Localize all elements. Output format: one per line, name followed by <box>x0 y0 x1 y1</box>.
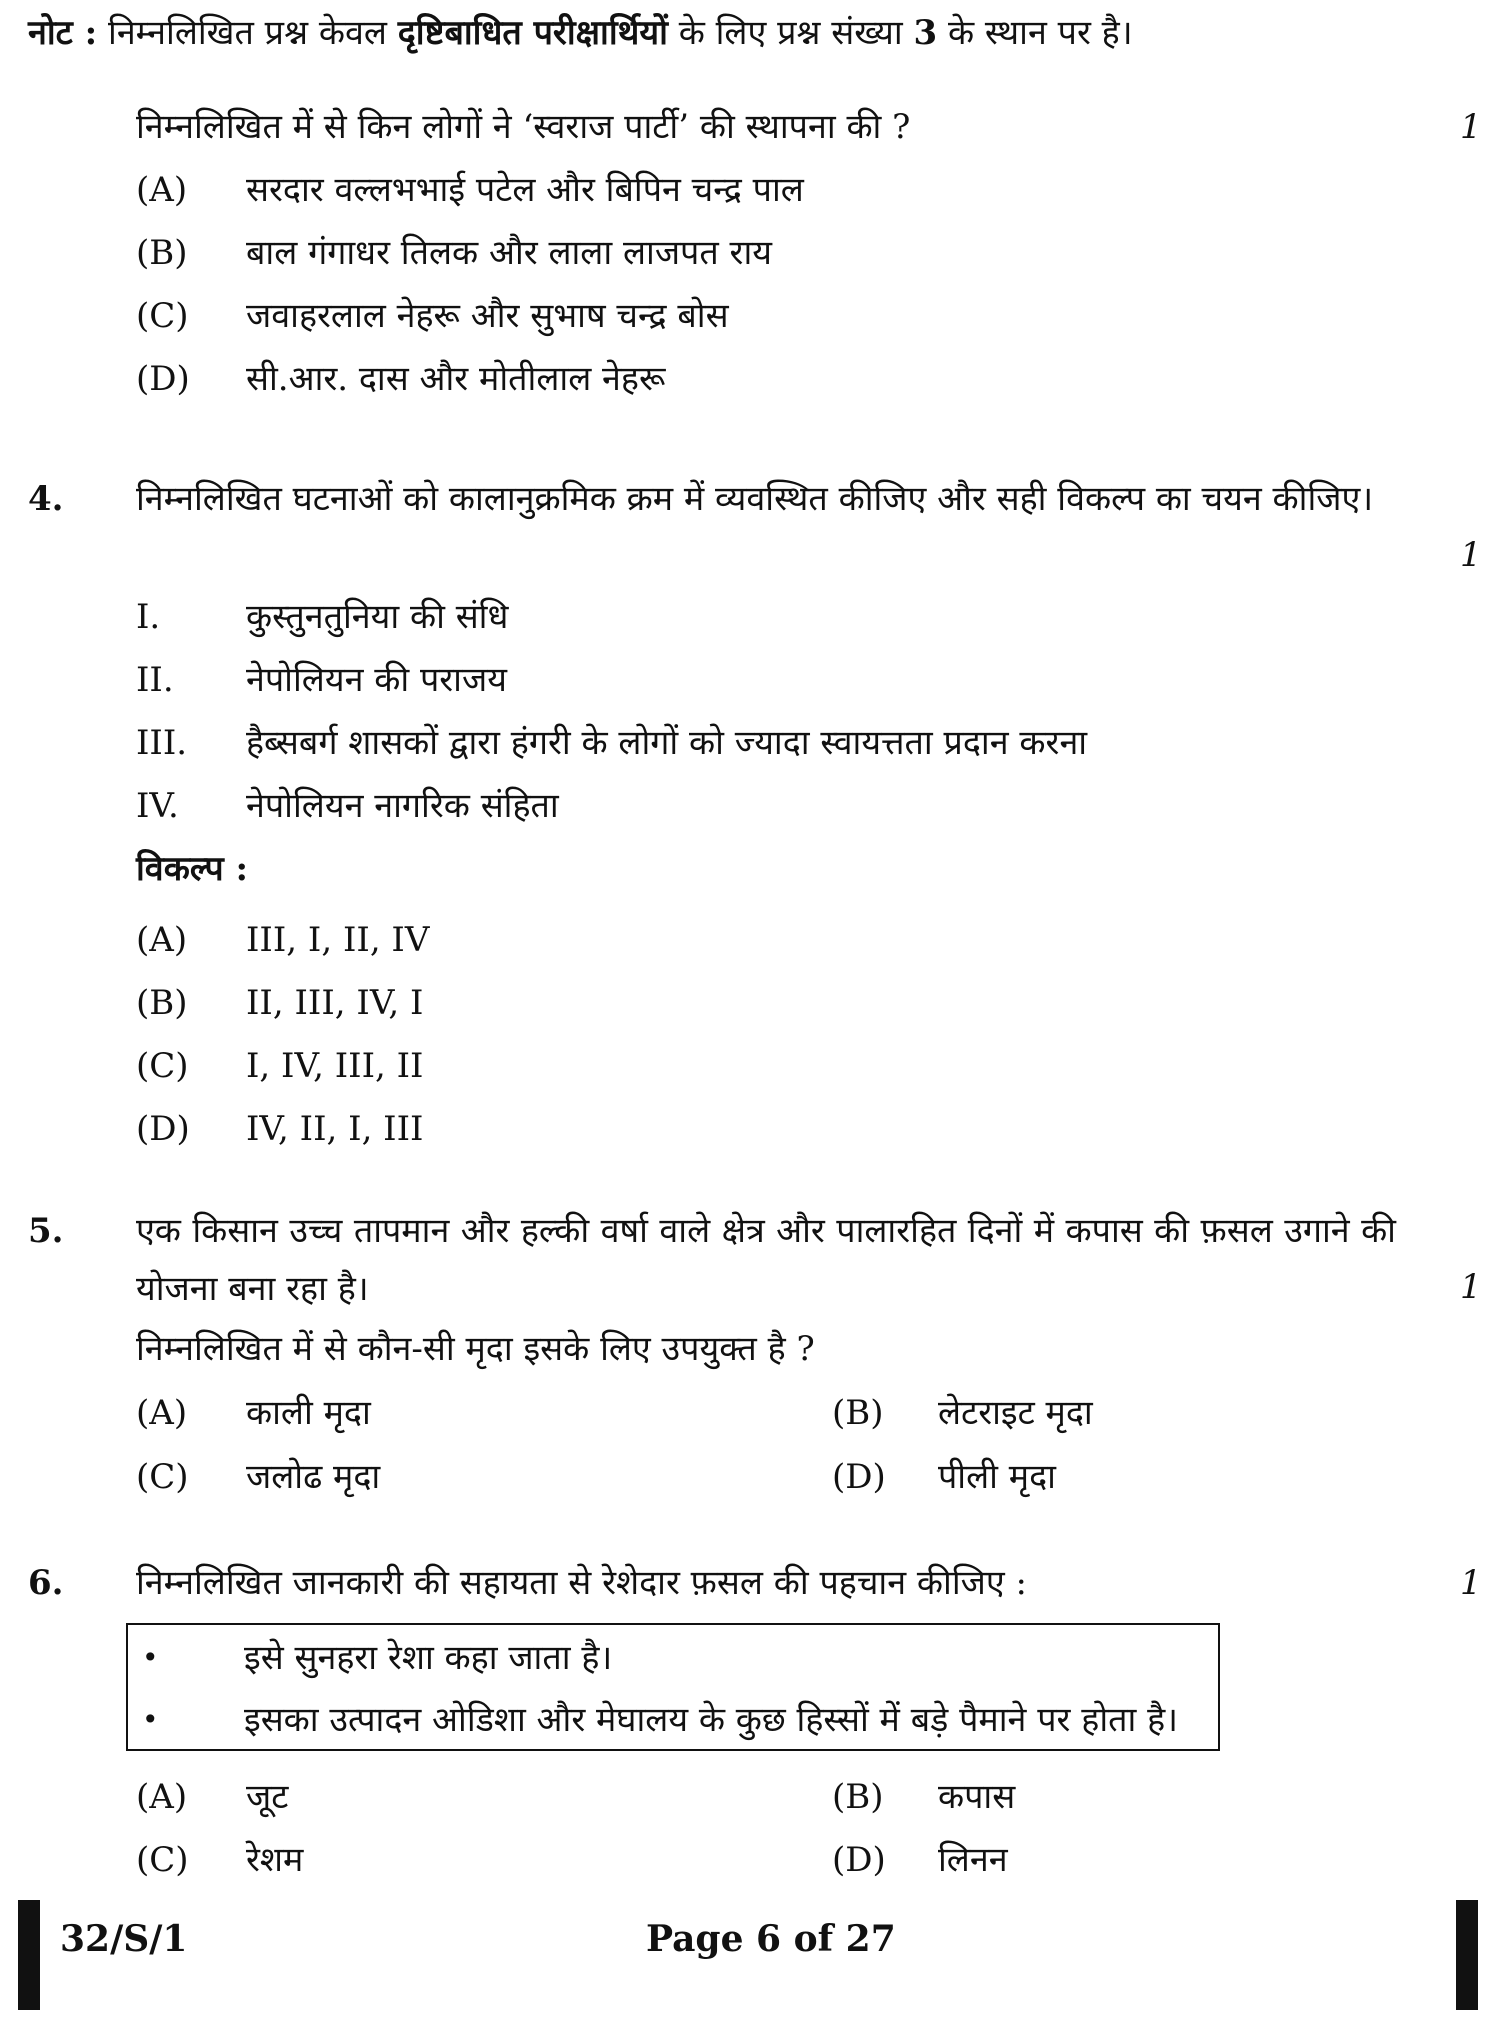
option-text: बाल गंगाधर तिलक और लाला लाजपत राय <box>246 233 772 273</box>
event-iv <box>136 783 559 829</box>
option-text: लेटराइट मृदा <box>938 1393 1093 1433</box>
footer-left-bar <box>18 1900 40 2010</box>
event-label: I. <box>136 597 161 637</box>
question-marks: 1 <box>1460 107 1482 147</box>
option-text: IV, II, I, III <box>246 1109 424 1149</box>
option-text: सरदार वल्लभभाई पटेल और बिपिन चन्द्र पाल <box>246 170 804 210</box>
question-text: निम्नलिखित जानकारी की सहायता से रेशेदार फ़सल की पहचान कीजिए : <box>136 1563 1027 1603</box>
question-marks: 1 <box>1460 535 1482 575</box>
option-label: (A) <box>136 1777 188 1817</box>
event-iii <box>136 720 1087 766</box>
option-a <box>136 1390 371 1436</box>
option-text: काली मृदा <box>246 1393 371 1433</box>
option-a <box>136 917 429 963</box>
question-number: 4. <box>28 479 64 519</box>
option-label: (D) <box>832 1457 886 1497</box>
info-box <box>126 1623 1220 1751</box>
option-text: सी.आर. दास और मोतीलाल नेहरू <box>246 359 666 399</box>
option-d <box>832 1837 1008 1883</box>
question-subtext: निम्नलिखित में से कौन-सी मृदा इसके लिए उपयुक्त है ? <box>136 1329 815 1369</box>
note-question-ref: 3 <box>913 13 938 53</box>
option-label: (C) <box>136 1457 189 1497</box>
option-label: (C) <box>136 296 189 336</box>
options-heading: विकल्प : <box>136 849 249 889</box>
footer-paper-code: 32/S/1 <box>60 1918 188 1960</box>
option-text: जवाहरलाल नेहरू और सुभाष चन्द्र बोस <box>246 296 729 336</box>
event-label: IV. <box>136 786 179 826</box>
option-a <box>136 167 804 213</box>
footer-page-number: Page 6 of 27 <box>646 1918 896 1960</box>
option-c <box>136 1454 380 1500</box>
note-strong-text: दृष्टिबाधित परीक्षार्थियों <box>397 13 668 53</box>
option-text: जूट <box>246 1777 289 1817</box>
note-label: नोट : <box>28 13 98 53</box>
option-text: I, IV, III, II <box>246 1046 424 1086</box>
option-text: लिनन <box>938 1840 1008 1880</box>
event-label: III. <box>136 723 188 763</box>
note-text-mid: के लिए प्रश्न संख्या <box>667 13 914 53</box>
event-i <box>136 594 508 640</box>
question-marks: 1 <box>1460 1563 1482 1603</box>
bullet-icon: • <box>142 1703 159 1736</box>
option-d <box>832 1454 1056 1500</box>
option-label: (C) <box>136 1840 189 1880</box>
option-label: (C) <box>136 1046 189 1086</box>
event-label: II. <box>136 660 174 700</box>
question-number: 6. <box>28 1563 64 1603</box>
event-ii <box>136 657 507 703</box>
bullet-text: इसका उत्पादन ओडिशा और मेघालय के कुछ हिस्सों में बड़े पैमाने पर होता है। <box>244 1700 1179 1740</box>
option-d <box>136 356 665 402</box>
option-text: रेशम <box>246 1840 304 1880</box>
option-text: पीली मृदा <box>938 1457 1056 1497</box>
option-label: (A) <box>136 1393 188 1433</box>
option-a <box>136 1774 288 1820</box>
event-text: नेपोलियन नागरिक संहिता <box>246 786 559 826</box>
option-label: (B) <box>832 1777 884 1817</box>
event-text: कुस्तुनतुनिया की संधि <box>246 597 509 637</box>
note-text-post: के स्थान पर है। <box>937 13 1133 53</box>
event-text: हैब्सबर्ग शासकों द्वारा हंगरी के लोगों को ज्यादा स्वायत्तता प्रदान करना <box>246 723 1088 763</box>
bullet-icon: • <box>142 1641 159 1674</box>
option-label: (B) <box>832 1393 884 1433</box>
option-label: (D) <box>136 359 190 399</box>
bullet-text: इसे सुनहरा रेशा कहा जाता है। <box>244 1638 613 1678</box>
event-text: नेपोलियन की पराजय <box>246 660 507 700</box>
option-text: कपास <box>938 1777 1016 1817</box>
question-text: निम्नलिखित में से किन लोगों ने ‘स्वराज पार्टी’ की स्थापना की ? <box>136 107 911 147</box>
question-text: एक किसान उच्च तापमान और हल्की वर्षा वाले क्षेत्र और पालारहित दिनों में कपास की फ़सल उगाने की योजना बना रहा है। <box>136 1211 1396 1309</box>
note-line <box>28 10 1468 56</box>
option-label: (A) <box>136 920 188 960</box>
option-c <box>136 293 729 339</box>
option-b <box>136 230 772 276</box>
option-b <box>136 980 423 1026</box>
option-text: जलोढ मृदा <box>246 1457 381 1497</box>
option-c <box>136 1837 303 1883</box>
option-d <box>136 1106 423 1152</box>
question-text: निम्नलिखित घटनाओं को कालानुक्रमिक क्रम में व्यवस्थित कीजिए और सही विकल्प का चयन कीजिए। <box>136 479 1374 519</box>
option-c <box>136 1043 423 1089</box>
footer-right-bar <box>1456 1900 1478 2010</box>
option-b <box>832 1390 1093 1436</box>
option-label: (D) <box>832 1840 886 1880</box>
option-text: III, I, II, IV <box>246 920 430 960</box>
question-number: 5. <box>28 1211 64 1251</box>
option-label: (B) <box>136 983 188 1023</box>
option-b <box>832 1774 1015 1820</box>
option-text: II, III, IV, I <box>246 983 424 1023</box>
option-label: (A) <box>136 170 188 210</box>
option-label: (B) <box>136 233 188 273</box>
question-marks: 1 <box>1460 1267 1482 1307</box>
note-text-pre: निम्नलिखित प्रश्न केवल <box>97 13 398 53</box>
option-label: (D) <box>136 1109 190 1149</box>
